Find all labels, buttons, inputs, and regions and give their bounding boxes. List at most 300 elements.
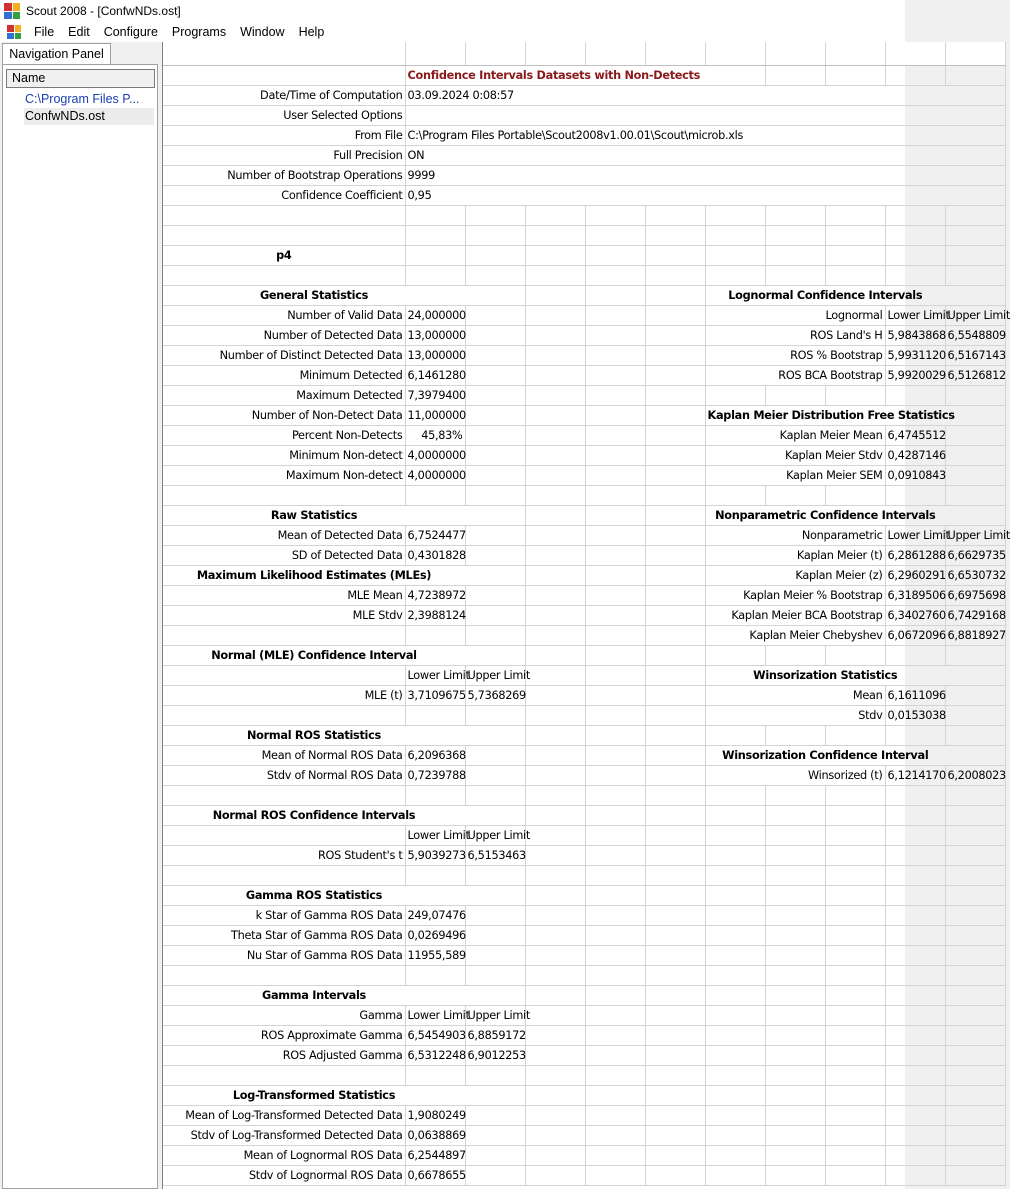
grid-cell[interactable]	[825, 1125, 885, 1145]
grid-cell[interactable]	[765, 1005, 825, 1025]
grid-cell[interactable]	[525, 1025, 585, 1045]
grid-cell[interactable]	[765, 385, 825, 405]
grid-cell[interactable]	[885, 985, 945, 1005]
grid-cell[interactable]	[585, 1045, 645, 1065]
grid-cell[interactable]	[945, 745, 1005, 765]
section-title[interactable]: Raw Statistics	[163, 505, 465, 525]
grid-cell[interactable]	[945, 125, 1005, 145]
column-head[interactable]: Lower Limit	[885, 305, 945, 325]
grid-cell[interactable]	[645, 1005, 705, 1025]
grid-cell[interactable]	[945, 265, 1005, 285]
stat-value[interactable]: 11955,589	[405, 945, 465, 965]
grid-cell[interactable]	[945, 865, 1005, 885]
stat-label[interactable]: Mean of Normal ROS Data	[163, 745, 405, 765]
grid-cell[interactable]	[825, 265, 885, 285]
stat-label[interactable]: Kaplan Meier Mean	[705, 425, 885, 445]
grid-cell[interactable]	[465, 705, 525, 725]
menu-configure[interactable]: Configure	[103, 25, 158, 39]
stat-label[interactable]: Nu Star of Gamma ROS Data	[163, 945, 405, 965]
grid-cell[interactable]	[525, 785, 585, 805]
grid-cell[interactable]	[585, 805, 645, 825]
stat-label[interactable]: Stdv of Log-Transformed Detected Data	[163, 1125, 405, 1145]
nav-item-file[interactable]: ConfwNDs.ost	[24, 108, 154, 125]
grid-cell[interactable]	[705, 645, 765, 665]
grid-cell[interactable]	[525, 765, 585, 785]
grid-cell[interactable]	[585, 1165, 645, 1185]
grid-cell[interactable]	[465, 925, 525, 945]
stat-value[interactable]: 2,3988124	[405, 605, 465, 625]
grid-cell[interactable]	[825, 805, 885, 825]
stat-value[interactable]: 6,2861288	[885, 545, 945, 565]
grid-cell[interactable]	[585, 545, 645, 565]
stat-label[interactable]: Kaplan Meier Stdv	[705, 445, 885, 465]
grid-cell[interactable]	[885, 245, 945, 265]
grid-cell[interactable]	[585, 825, 645, 845]
stat-value[interactable]: 6,6530732	[945, 565, 1005, 585]
grid-cell[interactable]	[945, 1025, 1005, 1045]
section-title[interactable]: Maximum Likelihood Estimates (MLEs)	[163, 565, 465, 585]
grid-cell[interactable]	[405, 225, 465, 245]
grid-cell[interactable]	[945, 885, 1005, 905]
grid-cell[interactable]	[525, 265, 585, 285]
grid-cell[interactable]	[525, 725, 585, 745]
grid-cell[interactable]	[705, 265, 765, 285]
menu-window[interactable]: Window	[240, 25, 285, 39]
column-head[interactable]: Gamma	[163, 1005, 405, 1025]
grid-cell[interactable]	[585, 685, 645, 705]
stat-label[interactable]: Number of Detected Data	[163, 325, 405, 345]
stat-value[interactable]: 6,1214170	[885, 765, 945, 785]
grid-cell[interactable]	[465, 385, 525, 405]
stat-value[interactable]: 6,1611096	[885, 685, 945, 705]
grid-cell[interactable]	[525, 825, 585, 845]
grid-cell[interactable]	[465, 465, 525, 485]
stat-value[interactable]: 5,7368269	[465, 685, 525, 705]
grid-cell[interactable]	[163, 705, 405, 725]
stat-value[interactable]: 6,0672096	[885, 625, 945, 645]
grid-cell[interactable]	[705, 965, 765, 985]
grid-cell[interactable]	[945, 1085, 1005, 1105]
grid-cell[interactable]	[885, 785, 945, 805]
grid-cell[interactable]	[945, 165, 1005, 185]
grid-cell[interactable]	[525, 305, 585, 325]
grid-cell[interactable]	[825, 865, 885, 885]
grid-cell[interactable]	[405, 265, 465, 285]
grid-cell[interactable]	[945, 225, 1005, 245]
grid-cell[interactable]	[525, 1065, 585, 1085]
grid-cell[interactable]	[645, 525, 705, 545]
grid-cell[interactable]	[585, 565, 645, 585]
grid-cell[interactable]	[705, 1145, 765, 1165]
stat-value[interactable]: 6,1461280	[405, 365, 465, 385]
stat-label[interactable]: MLE Stdv	[163, 605, 405, 625]
grid-cell[interactable]	[885, 845, 945, 865]
grid-cell[interactable]	[585, 1025, 645, 1045]
stat-label[interactable]: Winsorized (t)	[705, 765, 885, 785]
grid-cell[interactable]	[645, 265, 705, 285]
grid-cell[interactable]	[525, 565, 585, 585]
grid-cell[interactable]	[525, 485, 585, 505]
grid-cell[interactable]	[585, 785, 645, 805]
stat-label[interactable]: Minimum Non-detect	[163, 445, 405, 465]
stat-label[interactable]: Stdv of Normal ROS Data	[163, 765, 405, 785]
grid-cell[interactable]	[525, 745, 585, 765]
grid-cell[interactable]	[705, 905, 765, 925]
stat-label[interactable]: Minimum Detected	[163, 365, 405, 385]
grid-cell[interactable]	[825, 925, 885, 945]
grid-cell[interactable]	[765, 1025, 825, 1045]
column-head[interactable]: Upper Limit	[465, 665, 525, 685]
stat-value[interactable]: 0,6678655	[405, 1165, 465, 1185]
grid-cell[interactable]	[405, 965, 465, 985]
grid-cell[interactable]	[705, 65, 765, 85]
grid-cell[interactable]	[705, 1125, 765, 1145]
grid-cell[interactable]	[645, 405, 705, 425]
grid-cell[interactable]	[885, 1125, 945, 1145]
stat-value[interactable]: 5,9039273	[405, 845, 465, 865]
grid-cell[interactable]	[765, 485, 825, 505]
grid-cell[interactable]	[825, 1105, 885, 1125]
stat-value[interactable]: 0,4301828	[405, 545, 465, 565]
info-value[interactable]: 9999	[405, 165, 945, 185]
stat-label[interactable]: Stdv of Lognormal ROS Data	[163, 1165, 405, 1185]
grid-cell[interactable]	[645, 765, 705, 785]
grid-cell[interactable]	[585, 745, 645, 765]
grid-cell[interactable]	[765, 825, 825, 845]
grid-cell[interactable]	[525, 1005, 585, 1025]
grid-cell[interactable]	[765, 945, 825, 965]
grid-cell[interactable]	[525, 365, 585, 385]
stat-label[interactable]: Kaplan Meier (z)	[705, 565, 885, 585]
stat-label[interactable]: SD of Detected Data	[163, 545, 405, 565]
grid-cell[interactable]	[945, 1125, 1005, 1145]
stat-value[interactable]: 0,0638869	[405, 1125, 465, 1145]
grid-cell[interactable]	[945, 65, 1005, 85]
grid-cell[interactable]	[645, 685, 705, 705]
stat-label[interactable]: MLE (t)	[163, 685, 405, 705]
grid-cell[interactable]	[945, 1105, 1005, 1125]
grid-cell[interactable]	[825, 1045, 885, 1065]
grid-cell[interactable]	[645, 785, 705, 805]
grid-cell[interactable]	[825, 945, 885, 965]
grid-cell[interactable]	[585, 225, 645, 245]
grid-cell[interactable]	[765, 965, 825, 985]
grid-cell[interactable]	[765, 785, 825, 805]
grid-cell[interactable]	[645, 645, 705, 665]
menu-file[interactable]: File	[34, 25, 55, 39]
grid-cell[interactable]	[645, 205, 705, 225]
grid-cell[interactable]	[525, 585, 585, 605]
grid-cell[interactable]	[825, 65, 885, 85]
column-header[interactable]	[885, 42, 945, 65]
grid-cell[interactable]	[645, 605, 705, 625]
grid-cell[interactable]	[885, 885, 945, 905]
grid-cell[interactable]	[705, 245, 765, 265]
grid-cell[interactable]	[945, 925, 1005, 945]
stat-label[interactable]: Number of Non-Detect Data	[163, 405, 405, 425]
grid-cell[interactable]	[585, 985, 645, 1005]
stat-value[interactable]: 249,07476	[405, 905, 465, 925]
grid-cell[interactable]	[525, 465, 585, 485]
grid-cell[interactable]	[585, 1125, 645, 1145]
menu-programs[interactable]: Programs	[171, 25, 227, 39]
grid-cell[interactable]	[765, 905, 825, 925]
grid-cell[interactable]	[645, 285, 705, 305]
column-header[interactable]	[405, 42, 465, 65]
grid-cell[interactable]	[525, 665, 585, 685]
grid-cell[interactable]	[825, 1025, 885, 1045]
grid-cell[interactable]	[945, 505, 1005, 525]
grid-cell[interactable]	[945, 445, 1005, 465]
grid-cell[interactable]	[945, 1165, 1005, 1185]
column-head[interactable]: Lognormal	[705, 305, 885, 325]
stat-label[interactable]: ROS % Bootstrap	[705, 345, 885, 365]
grid-cell[interactable]	[765, 245, 825, 265]
column-head[interactable]: Lower Limit	[405, 1005, 465, 1025]
grid-cell[interactable]	[885, 1025, 945, 1045]
section-title[interactable]: Log-Transformed Statistics	[163, 1085, 465, 1105]
grid-cell[interactable]	[705, 825, 765, 845]
grid-cell[interactable]	[945, 705, 1005, 725]
grid-cell[interactable]	[525, 1085, 585, 1105]
column-header[interactable]	[525, 42, 585, 65]
grid-cell[interactable]	[645, 1065, 705, 1085]
stat-value[interactable]: 6,3189506	[885, 585, 945, 605]
grid-cell[interactable]	[585, 305, 645, 325]
grid-cell[interactable]	[585, 265, 645, 285]
stat-value[interactable]: 6,8818927	[945, 625, 1005, 645]
info-label[interactable]: Date/Time of Computation	[163, 85, 405, 105]
column-header[interactable]	[765, 42, 825, 65]
grid-cell[interactable]	[465, 745, 525, 765]
grid-cell[interactable]	[705, 1025, 765, 1045]
grid-cell[interactable]	[945, 385, 1005, 405]
grid-cell[interactable]	[525, 1105, 585, 1125]
grid-cell[interactable]	[525, 525, 585, 545]
grid-cell[interactable]	[585, 405, 645, 425]
stat-value[interactable]: 13,000000	[405, 345, 465, 365]
section-title[interactable]: Normal ROS Confidence Intervals	[163, 805, 465, 825]
grid-cell[interactable]	[825, 485, 885, 505]
grid-cell[interactable]	[645, 885, 705, 905]
stat-value[interactable]: 13,000000	[405, 325, 465, 345]
grid-cell[interactable]	[765, 1065, 825, 1085]
grid-cell[interactable]	[945, 1005, 1005, 1025]
grid-cell[interactable]	[945, 665, 1005, 685]
grid-cell[interactable]	[585, 865, 645, 885]
grid-cell[interactable]	[465, 485, 525, 505]
grid-cell[interactable]	[525, 1145, 585, 1165]
grid-cell[interactable]	[645, 625, 705, 645]
grid-cell[interactable]	[525, 445, 585, 465]
grid-cell[interactable]	[765, 1045, 825, 1065]
stat-value[interactable]: 11,000000	[405, 405, 465, 425]
grid-cell[interactable]	[465, 645, 525, 665]
grid-cell[interactable]	[705, 925, 765, 945]
grid-cell[interactable]	[645, 825, 705, 845]
grid-cell[interactable]	[945, 85, 1005, 105]
stat-label[interactable]: Mean	[705, 685, 885, 705]
column-head[interactable]: Lower Limit	[405, 665, 465, 685]
grid-cell[interactable]	[705, 1045, 765, 1065]
grid-cell[interactable]	[525, 325, 585, 345]
grid-cell[interactable]	[163, 65, 405, 85]
grid-cell[interactable]	[885, 865, 945, 885]
grid-cell[interactable]	[885, 965, 945, 985]
grid-cell[interactable]	[405, 205, 465, 225]
grid-cell[interactable]	[645, 1085, 705, 1105]
stat-value[interactable]: 45,83%	[405, 425, 465, 445]
stat-label[interactable]: Theta Star of Gamma ROS Data	[163, 925, 405, 945]
stat-label[interactable]: Number of Valid Data	[163, 305, 405, 325]
stat-label[interactable]: Kaplan Meier BCA Bootstrap	[705, 605, 885, 625]
grid-cell[interactable]	[163, 205, 405, 225]
grid-cell[interactable]	[945, 1065, 1005, 1085]
grid-cell[interactable]	[825, 225, 885, 245]
info-label[interactable]: User Selected Options	[163, 105, 405, 125]
grid-cell[interactable]	[465, 545, 525, 565]
grid-cell[interactable]	[765, 1165, 825, 1185]
stat-label[interactable]: k Star of Gamma ROS Data	[163, 905, 405, 925]
grid-cell[interactable]	[645, 505, 705, 525]
info-value[interactable]: 03.09.2024 0:08:57	[405, 85, 945, 105]
grid-cell[interactable]	[585, 525, 645, 545]
grid-cell[interactable]	[465, 405, 525, 425]
grid-cell[interactable]	[945, 285, 1005, 305]
grid-cell[interactable]	[825, 965, 885, 985]
grid-cell[interactable]	[765, 205, 825, 225]
grid-cell[interactable]	[705, 845, 765, 865]
grid-cell[interactable]	[585, 1105, 645, 1125]
stat-value[interactable]: 6,5312248	[405, 1045, 465, 1065]
grid-cell[interactable]	[585, 445, 645, 465]
grid-cell[interactable]	[825, 845, 885, 865]
grid-cell[interactable]	[945, 185, 1005, 205]
grid-cell[interactable]	[645, 705, 705, 725]
grid-cell[interactable]	[645, 485, 705, 505]
grid-cell[interactable]	[465, 565, 525, 585]
stat-value[interactable]: 6,6975698	[945, 585, 1005, 605]
info-label[interactable]: Confidence Coefficient	[163, 185, 405, 205]
grid-cell[interactable]	[465, 905, 525, 925]
info-value[interactable]: 0,95	[405, 185, 945, 205]
grid-cell[interactable]	[885, 645, 945, 665]
column-head[interactable]: Lower Limit	[405, 825, 465, 845]
grid-cell[interactable]	[945, 105, 1005, 125]
stat-value[interactable]: 5,9920029	[885, 365, 945, 385]
grid-cell[interactable]	[825, 1145, 885, 1165]
grid-cell[interactable]	[465, 525, 525, 545]
grid-cell[interactable]	[645, 365, 705, 385]
section-title[interactable]: Nonparametric Confidence Intervals	[705, 505, 945, 525]
grid-cell[interactable]	[885, 905, 945, 925]
grid-cell[interactable]	[585, 885, 645, 905]
stat-label[interactable]: Kaplan Meier (t)	[705, 545, 885, 565]
stat-label[interactable]: MLE Mean	[163, 585, 405, 605]
grid-cell[interactable]	[465, 325, 525, 345]
grid-cell[interactable]	[465, 285, 525, 305]
grid-cell[interactable]	[465, 885, 525, 905]
grid-cell[interactable]	[405, 485, 465, 505]
grid-cell[interactable]	[705, 1065, 765, 1085]
grid-cell[interactable]	[525, 805, 585, 825]
stat-value[interactable]: 6,2096368	[405, 745, 465, 765]
info-value[interactable]	[405, 105, 945, 125]
nav-column-header-name[interactable]: Name	[6, 69, 155, 88]
grid-cell[interactable]	[705, 785, 765, 805]
grid-cell[interactable]	[945, 1045, 1005, 1065]
grid-cell[interactable]	[945, 845, 1005, 865]
grid-cell[interactable]	[705, 885, 765, 905]
stat-label[interactable]: ROS Approximate Gamma	[163, 1025, 405, 1045]
stat-value[interactable]: 24,000000	[405, 305, 465, 325]
grid-cell[interactable]	[525, 1045, 585, 1065]
stat-label[interactable]: ROS Adjusted Gamma	[163, 1045, 405, 1065]
sheet-title[interactable]: Confidence Intervals Datasets with Non-Detects	[405, 65, 705, 85]
grid-cell[interactable]	[705, 485, 765, 505]
grid-cell[interactable]	[645, 985, 705, 1005]
grid-cell[interactable]	[465, 865, 525, 885]
grid-cell[interactable]	[885, 1005, 945, 1025]
grid-cell[interactable]	[465, 785, 525, 805]
grid-cell[interactable]	[945, 425, 1005, 445]
grid-cell[interactable]	[645, 325, 705, 345]
grid-cell[interactable]	[465, 445, 525, 465]
grid-cell[interactable]	[765, 65, 825, 85]
stat-value[interactable]: 6,5454903	[405, 1025, 465, 1045]
grid-cell[interactable]	[585, 925, 645, 945]
grid-cell[interactable]	[585, 705, 645, 725]
grid-cell[interactable]	[163, 485, 405, 505]
stat-value[interactable]: 4,7238972	[405, 585, 465, 605]
stat-value[interactable]: 6,2008023	[945, 765, 1005, 785]
section-title[interactable]: Winsorization Confidence Interval	[705, 745, 945, 765]
column-head[interactable]: Upper Limit	[945, 525, 1005, 545]
grid-cell[interactable]	[585, 345, 645, 365]
grid-cell[interactable]	[163, 225, 405, 245]
grid-cell[interactable]	[645, 745, 705, 765]
stat-value[interactable]: 0,0910843	[885, 465, 945, 485]
grid-cell[interactable]	[765, 645, 825, 665]
grid-cell[interactable]	[945, 245, 1005, 265]
stat-value[interactable]: 6,2960291	[885, 565, 945, 585]
grid-cell[interactable]	[525, 965, 585, 985]
section-title[interactable]: Gamma ROS Statistics	[163, 885, 465, 905]
grid-cell[interactable]	[525, 385, 585, 405]
grid-cell[interactable]	[525, 425, 585, 445]
grid-cell[interactable]	[465, 1085, 525, 1105]
grid-cell[interactable]	[645, 225, 705, 245]
grid-cell[interactable]	[705, 945, 765, 965]
grid-cell[interactable]	[465, 945, 525, 965]
grid-cell[interactable]	[645, 905, 705, 925]
grid-cell[interactable]	[645, 585, 705, 605]
grid-cell[interactable]	[645, 845, 705, 865]
grid-cell[interactable]	[885, 925, 945, 945]
grid-cell[interactable]	[885, 1065, 945, 1085]
grid-cell[interactable]	[465, 205, 525, 225]
stat-value[interactable]: 6,5167143	[945, 345, 1005, 365]
grid-cell[interactable]	[465, 585, 525, 605]
grid-cell[interactable]	[945, 805, 1005, 825]
stat-label[interactable]: Kaplan Meier % Bootstrap	[705, 585, 885, 605]
grid-cell[interactable]	[585, 725, 645, 745]
grid-cell[interactable]	[705, 985, 765, 1005]
grid-cell[interactable]	[525, 545, 585, 565]
tab-navigation-panel[interactable]: Navigation Panel	[2, 43, 111, 65]
grid-cell[interactable]	[585, 1005, 645, 1025]
grid-cell[interactable]	[885, 385, 945, 405]
